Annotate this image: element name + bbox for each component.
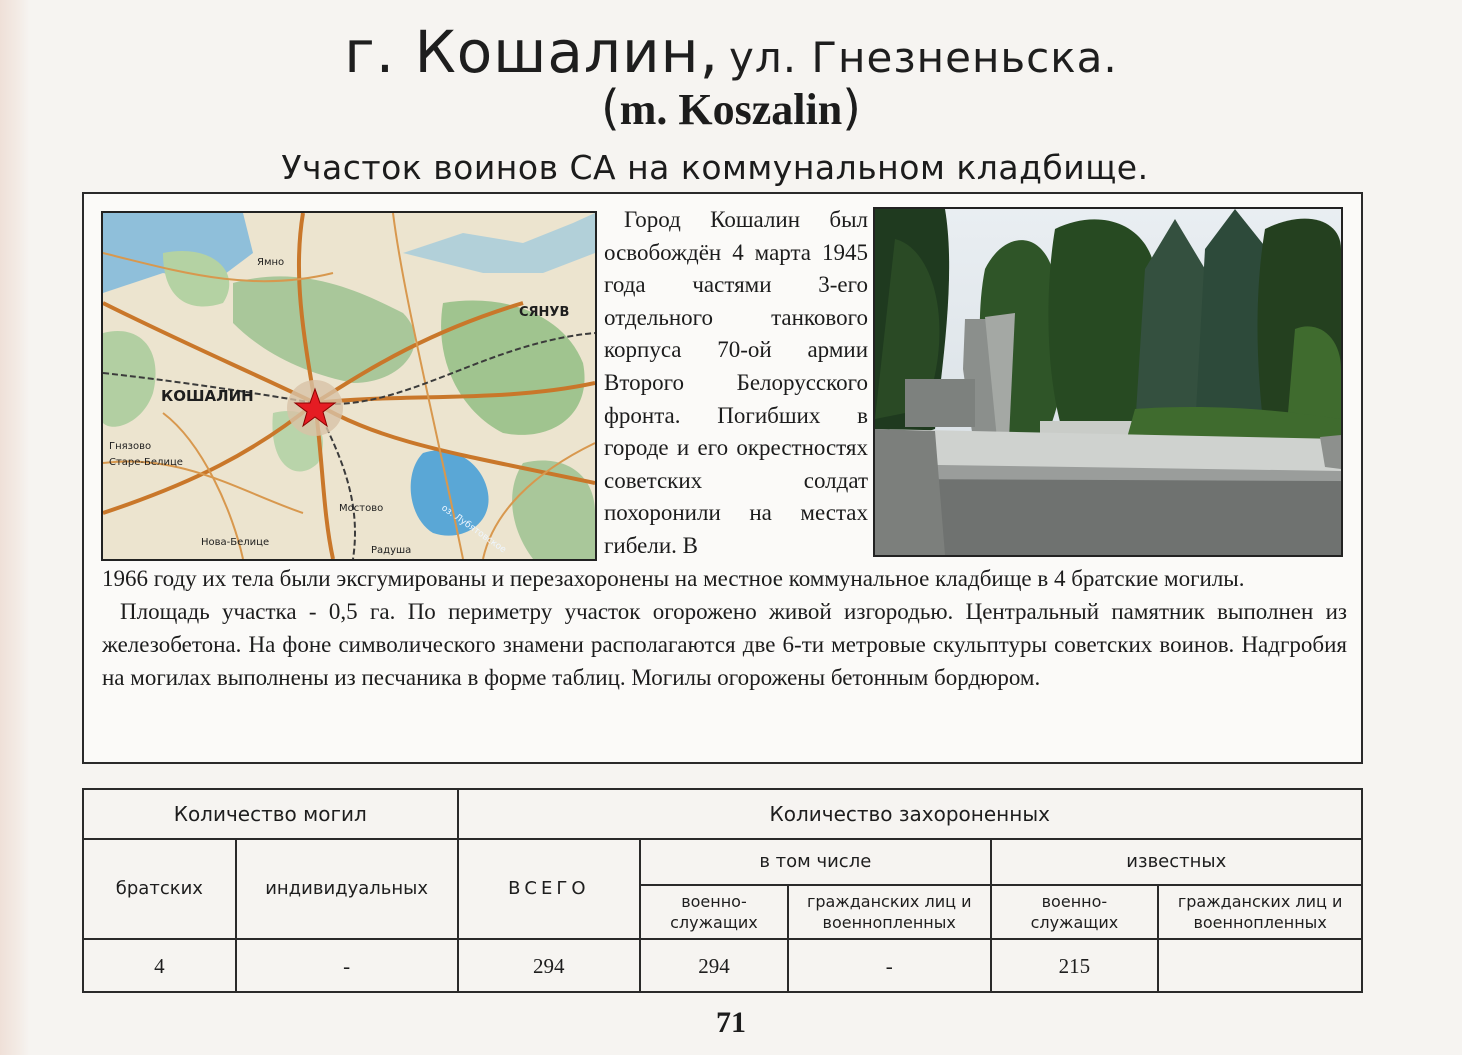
map-label-city: КОШАЛИН [161,387,254,405]
value-total: 294 [458,939,641,992]
body-text-wide [102,562,1347,694]
map-label-sianuv: СЯНУВ [519,305,570,320]
page-number: 71 [716,1006,746,1039]
location-map [101,211,597,561]
value-incl-civilians: - [788,939,991,992]
map-label-lake: оз. Лубятовское [439,503,508,556]
header-known-military: военно- служащих [991,885,1159,939]
value-incl-military: 294 [640,939,788,992]
title-street: ул. Гнезненьска. [729,33,1118,82]
title-city: г. Кошалин, [344,18,720,86]
header-total: ВСЕГО [458,839,641,939]
header-buried-count: Количество захороненных [458,789,1363,839]
header-incl-civilians: гражданских лиц и военнопленных [788,885,991,939]
body-paragraph-2: Площадь участка - 0,5 га. По периметру участок огорожено живой изгородью. Центральный памятник выполнен из железобетона. На фоне символического знамени располагаются две 6-ти метровые скульптуры советских воинов. Надгробия на могилах выполнены из песчаника в форме таблиц. Могилы огорожены бетонным бордюром. [102,599,1347,690]
photo-graphic [875,209,1341,555]
title-latin [0,80,1462,136]
body-paragraph-1: 1966 году их тела были эксгумированы и перезахоронены на местное коммунальное кладбище в 4 братские могилы. [102,566,1245,591]
map-label-nowe-belice: Нова-Белице [201,537,270,548]
page-title [0,18,1462,86]
map-label-mostowo: Мостово [339,503,384,514]
paren-close: ) [842,80,861,136]
memorial-photo [873,207,1343,557]
page-subtitle: Участок воинов СА на коммунальном кладбище. [281,148,1149,187]
burial-statistics-table [82,788,1363,993]
body-text-narrow: Город Кошалин был освобождён 4 марта 1945 года частями 3-его отдельного танкового корпуса 70-ой армии Второго Белорусского фронта. Погибших в городе и его окрестностях советских солдат похоронили на местах гибели. В [604,207,868,558]
map-label-radusha: Радуша [371,545,412,556]
map-label-gnyazdovo: Гнязово [109,441,152,452]
title-latin-name: m. Koszalin [619,85,843,134]
value-known-civilians [1158,939,1362,992]
value-mass-graves: 4 [83,939,236,992]
map-graphic [103,213,595,559]
header-known-civilians: гражданских лиц и военнопленных [1158,885,1362,939]
header-known: известных [991,839,1362,885]
paren-open: ( [601,80,620,136]
map-label-stare-belice: Старе-Белице [109,457,183,468]
value-known-military: 215 [991,939,1159,992]
header-incl-military: военно- служащих [640,885,788,939]
value-individual-graves: - [236,939,458,992]
header-graves-count: Количество могил [83,789,458,839]
map-label-yamno: Ямно [257,257,285,268]
header-mass-graves: братских [83,839,236,939]
header-individual-graves: индивидуальных [236,839,458,939]
header-including: в том числе [640,839,990,885]
